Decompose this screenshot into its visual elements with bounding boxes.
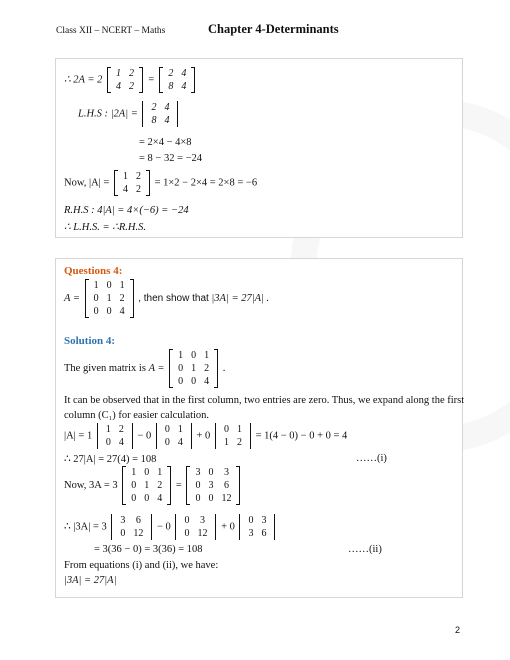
matrix-grid	[220, 423, 246, 449]
final-result: |3A| = 27|A|	[64, 575, 117, 586]
matrix-entry: 0	[223, 424, 229, 435]
matrix-entry: 12	[221, 493, 232, 504]
det-2a	[142, 101, 178, 127]
minor-3a-1	[111, 514, 152, 540]
question-4-box	[55, 258, 463, 598]
now-det-a	[64, 170, 257, 196]
det-3a-prefix: ∴ |3A| = 3	[64, 521, 107, 533]
matrix-entry: 2	[135, 171, 141, 182]
matrix-entry: 0	[164, 424, 170, 435]
matrix-entry: 1	[223, 437, 229, 448]
matrix-entry: 0	[106, 306, 112, 317]
matrix-entry: 0	[184, 528, 190, 539]
expansion-line	[64, 423, 347, 449]
lhs-step2: = 8 − 32 = −24	[139, 153, 203, 164]
matrix-a-2	[114, 170, 150, 196]
equals-sign-2: =	[175, 479, 182, 491]
matrix-entry: 4	[204, 376, 210, 387]
matrix-grid	[180, 514, 211, 540]
matrix-grid	[164, 67, 190, 93]
matrix-entry: 0	[131, 480, 137, 491]
matrix-entry: 0	[178, 363, 184, 374]
matrix-entry: 4	[116, 81, 121, 92]
matrix-entry: 0	[178, 376, 184, 387]
matrix-entry: 0	[144, 493, 150, 504]
matrix-entry: 0	[93, 306, 99, 317]
matrix-entry: 4	[164, 102, 170, 113]
period: .	[222, 362, 226, 374]
question-statement	[64, 279, 269, 318]
matrix-entry: 6	[261, 528, 267, 539]
matrix-entry: 1	[204, 350, 210, 361]
matrix-a-3	[122, 466, 171, 505]
matrix-entry: 1	[119, 280, 125, 291]
minus-zero: − 0	[137, 430, 152, 442]
matrix-entry: 8	[168, 81, 174, 92]
matrix-entry: 0	[164, 437, 170, 448]
matrix-entry: 0	[120, 528, 126, 539]
matrix-entry: 3	[248, 528, 254, 539]
given-matrix-a	[169, 349, 218, 388]
matrix-entry: 2	[204, 363, 210, 374]
matrix-entry: 12	[197, 528, 208, 539]
matrix-2a	[159, 67, 195, 93]
eq-27a	[64, 453, 156, 465]
matrix-entry: 2	[135, 184, 141, 195]
det-3a-line	[64, 514, 277, 540]
matrix-entry: 1	[116, 68, 121, 79]
matrix-entry: 8	[151, 115, 157, 126]
matrix-grid	[90, 279, 129, 318]
question-title: Questions 4:	[64, 265, 123, 277]
matrix-grid	[161, 423, 187, 449]
question-text: , then show that	[138, 292, 209, 304]
minor-2	[156, 423, 192, 449]
minor-1	[97, 423, 133, 449]
lhs-prefix: L.H.S : |2A| =	[78, 108, 138, 120]
matrix-entry: 3	[208, 480, 214, 491]
matrix-entry: 1	[106, 293, 112, 304]
paragraph-line-2: column (C₁) for easier calculation.	[64, 410, 210, 421]
given-text: The given matrix is	[64, 362, 146, 374]
matrix-grid	[174, 349, 213, 388]
question-matrix	[85, 279, 134, 318]
matrix-entry: 2	[236, 437, 242, 448]
matrix-entry: 2	[119, 293, 125, 304]
matrix-grid	[147, 101, 173, 127]
matrix-entry: 3	[199, 515, 205, 526]
given-matrix	[64, 349, 225, 388]
matrix-entry: 2	[168, 68, 174, 79]
now-result: = 1×2 − 2×4 = 2×8 = −6	[154, 177, 258, 189]
matrix-grid	[102, 423, 128, 449]
matrix-entry: 0	[195, 480, 201, 491]
matrix-a	[107, 67, 143, 93]
matrix-entry: 3	[195, 467, 201, 478]
now-3a-line	[64, 466, 242, 505]
now-3a-prefix: Now, 3A = 3	[64, 479, 118, 491]
matrix-entry: 4	[181, 68, 187, 79]
given-a-label: A =	[148, 362, 165, 374]
matrix-entry: 4	[119, 306, 125, 317]
eq-2a-prefix: ∴ 2A = 2	[64, 74, 103, 86]
matrix-entry: 0	[248, 515, 254, 526]
lhs-step1: = 2×4 − 4×8	[139, 137, 192, 148]
minus-zero-2: − 0	[157, 521, 171, 533]
matrix-entry: 3	[120, 515, 126, 526]
conclusion-line: ∴ L.H.S. = ∴R.H.S.	[64, 222, 146, 233]
page-number: 2	[454, 625, 460, 635]
matrix-entry: 4	[177, 437, 183, 448]
matrix-entry: 1	[131, 467, 137, 478]
chapter-title: Chapter 4-Determinants	[208, 22, 339, 36]
matrix-entry: 0	[208, 467, 214, 478]
matrix-entry: 0	[106, 280, 112, 291]
matrix-entry: 3	[223, 467, 229, 478]
matrix-entry: 2	[118, 424, 124, 435]
matrix-entry: 2	[129, 68, 134, 79]
matrix-entry: 0	[131, 493, 137, 504]
class-label: Class XII – NCERT – Maths	[56, 26, 166, 36]
matrix-entry: 1	[236, 424, 242, 435]
matrix-entry: 0	[144, 467, 150, 478]
matrix-entry: 1	[191, 363, 197, 374]
eq-2a	[64, 67, 197, 93]
equals-sign: =	[147, 74, 155, 86]
previous-solution-box	[55, 58, 463, 238]
tag-i: ……(i)	[356, 453, 387, 464]
matrix-entry: 2	[129, 81, 134, 92]
matrix-entry: 4	[157, 493, 163, 504]
matrix-entry: 4	[164, 115, 170, 126]
minor-3a-3	[239, 514, 275, 540]
matrix-3a	[186, 466, 240, 505]
lhs-line	[78, 101, 180, 127]
matrix-entry: 3	[261, 515, 267, 526]
matrix-entry: 0	[191, 376, 197, 387]
matrix-entry: 0	[208, 493, 214, 504]
matrix-entry: 12	[133, 528, 144, 539]
matrix-entry: 2	[157, 480, 163, 491]
matrix-grid	[191, 466, 235, 505]
matrix-entry: 1	[144, 480, 150, 491]
question-a-label: A =	[64, 292, 80, 304]
matrix-entry: 1	[178, 350, 184, 361]
matrix-entry: 1	[122, 171, 128, 182]
matrix-entry: 0	[93, 293, 99, 304]
matrix-grid	[119, 170, 145, 196]
matrix-entry: 6	[223, 480, 229, 491]
minor-3a-2	[175, 514, 216, 540]
det-3a-result: = 3(36 − 0) = 3(36) = 108	[94, 544, 203, 555]
matrix-entry: 2	[151, 102, 157, 113]
matrix-grid	[112, 67, 138, 93]
matrix-entry: 0	[191, 350, 197, 361]
matrix-grid	[244, 514, 270, 540]
expansion-prefix: |A| = 1	[64, 430, 93, 442]
paragraph-line-1: It can be observed that in the first column, two entries are zero. Thus, we expand along the first	[64, 395, 465, 406]
plus-zero: + 0	[196, 430, 211, 442]
matrix-entry: 1	[177, 424, 183, 435]
matrix-entry: 0	[105, 437, 111, 448]
from-equations: From equations (i) and (ii), we have:	[64, 560, 219, 571]
matrix-entry: 0	[195, 493, 201, 504]
matrix-entry: 1	[105, 424, 111, 435]
matrix-entry: 0	[184, 515, 190, 526]
matrix-grid	[127, 466, 166, 505]
matrix-entry: 1	[93, 280, 99, 291]
rhs-line: R.H.S : 4|A| = 4×(−6) = −24	[64, 205, 189, 216]
matrix-entry: 6	[135, 515, 141, 526]
solution-title: Solution 4:	[64, 335, 116, 347]
eq-27a-text: ∴ 27|A| = 27(4) = 108	[64, 454, 157, 465]
matrix-entry: 4	[181, 81, 187, 92]
minor-3	[215, 423, 251, 449]
matrix-grid	[116, 514, 147, 540]
matrix-entry: 4	[118, 437, 124, 448]
tag-ii: ……(ii)	[348, 544, 382, 555]
now-prefix: Now, |A| =	[64, 177, 110, 189]
plus-zero-2: + 0	[221, 521, 235, 533]
expansion-result: = 1(4 − 0) − 0 + 0 = 4	[255, 430, 348, 442]
matrix-entry: 1	[157, 467, 163, 478]
matrix-entry: 4	[122, 184, 128, 195]
question-expression: |3A| = 27|A| .	[211, 292, 270, 304]
